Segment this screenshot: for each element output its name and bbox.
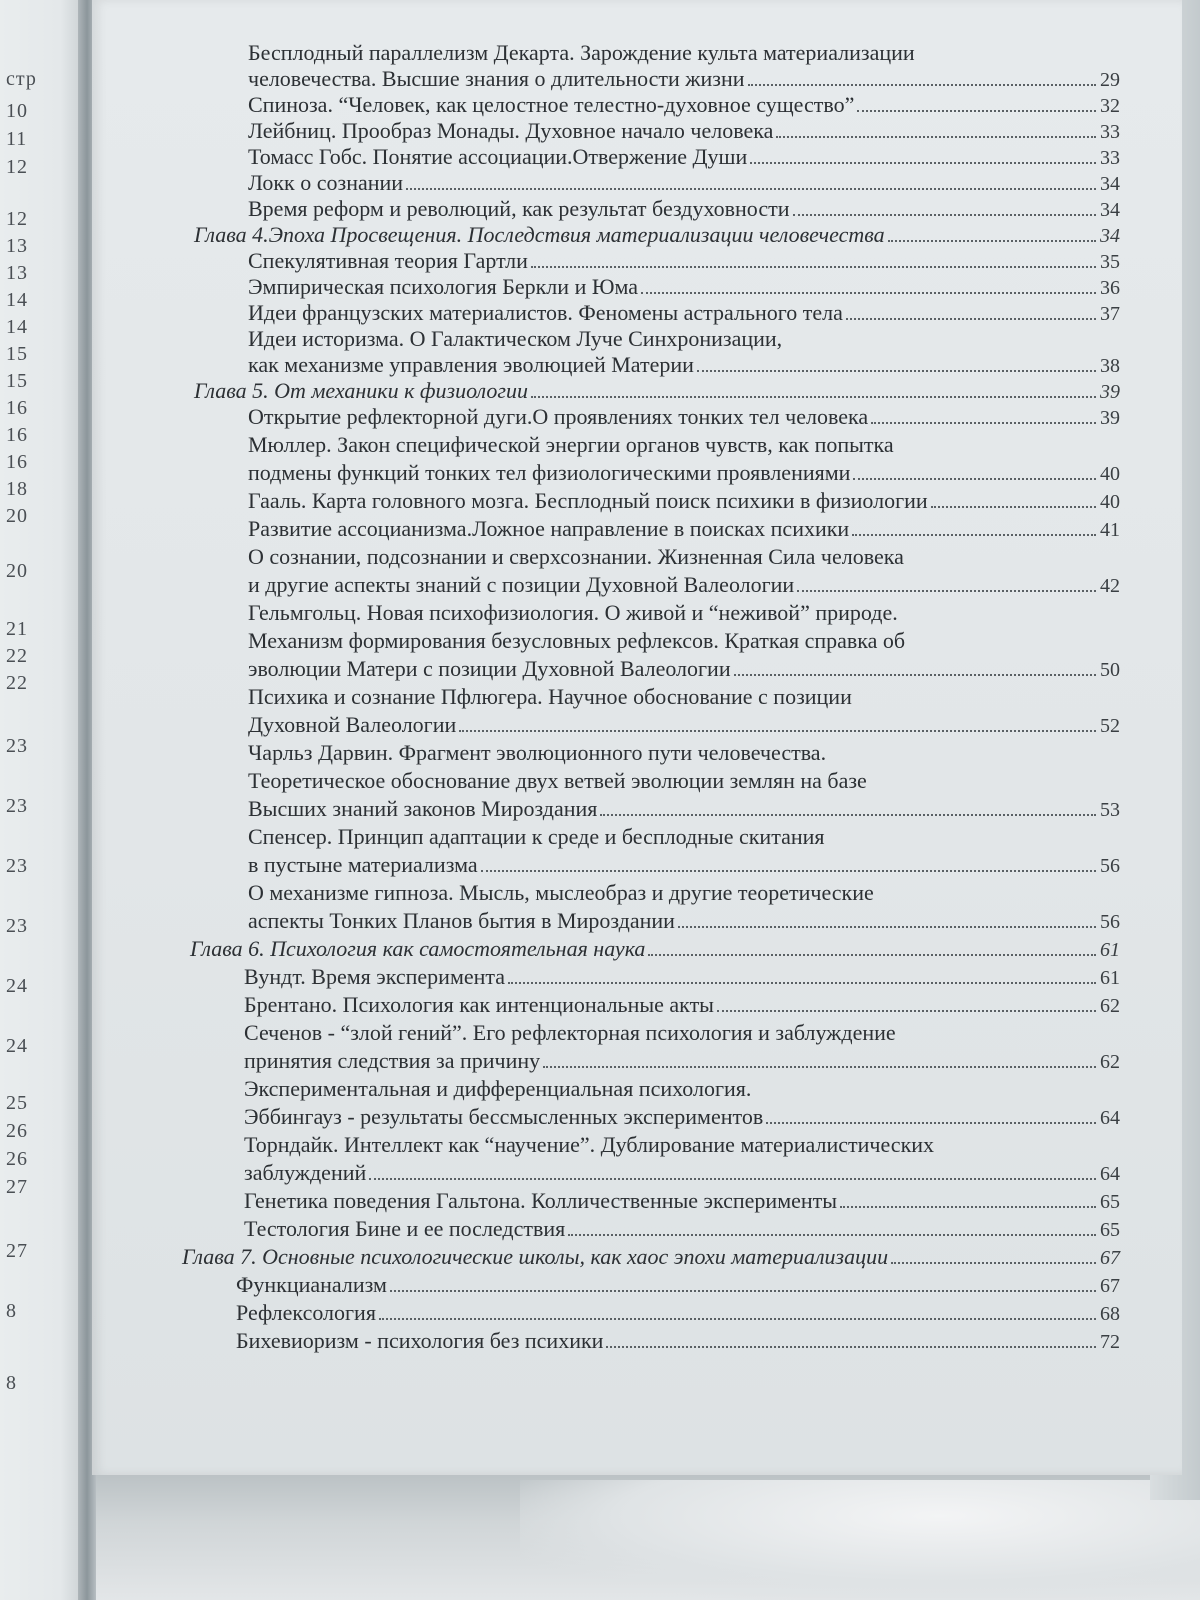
toc-entry — [248, 656, 1120, 683]
leader-dots — [853, 478, 1096, 480]
left-page-number: 26 — [6, 1120, 28, 1142]
toc-title: О механизме гипноза. Мысль, мыслеобраз и другие теоретические — [248, 880, 874, 905]
toc-entry — [248, 600, 898, 626]
left-page-number: 22 — [6, 645, 28, 667]
toc-title: Генетика поведения Гальтона. Колличественные эксперименты — [244, 1188, 838, 1213]
leader-dots — [600, 814, 1096, 816]
toc-page-number: 40 — [1100, 463, 1120, 485]
toc-title: Психика и сознание Пфлюгера. Научное обоснование с позиции — [248, 684, 852, 709]
toc-title: Идеи французских материалистов. Феномены астрального тела — [248, 300, 843, 325]
toc-title: Вундт. Время эксперимента — [244, 964, 506, 989]
leader-dots — [568, 1234, 1096, 1236]
left-page-number: 24 — [6, 1035, 28, 1057]
leader-dots — [508, 982, 1096, 984]
toc-title: Механизм формирования безусловных рефлексов. Краткая справка об — [248, 628, 906, 653]
toc-entry — [244, 1048, 1120, 1075]
leader-dots — [717, 1010, 1096, 1012]
leader-dots — [748, 84, 1096, 86]
toc-page-number: 36 — [1100, 277, 1120, 299]
toc-entry — [248, 712, 1120, 739]
toc-title: Функцианализм — [236, 1272, 387, 1297]
toc-entry — [248, 300, 1120, 327]
left-page-number: 10 — [6, 100, 28, 122]
leader-dots — [531, 396, 1096, 398]
toc-entry — [248, 144, 1120, 171]
toc-page-number: 68 — [1100, 1303, 1120, 1325]
toc-title: Брентано. Психология как интенциональные акты — [244, 992, 714, 1017]
toc-entry — [248, 908, 1120, 935]
toc-entry — [244, 1104, 1120, 1131]
toc-page-number: 38 — [1100, 355, 1120, 377]
toc-title: Развитие ассоцианизма.Ложное направление в поисках психики — [248, 516, 850, 541]
toc-entry — [248, 488, 1120, 515]
leader-dots — [750, 162, 1096, 164]
toc-entry — [248, 740, 826, 766]
toc-entry — [248, 768, 867, 794]
toc-title: Высших знаний законов Мироздания — [248, 796, 598, 821]
toc-entry — [248, 92, 1120, 119]
left-page-number: 16 — [6, 397, 28, 419]
leader-dots — [891, 1262, 1096, 1264]
leader-dots — [766, 1122, 1096, 1124]
toc-page-number: 62 — [1100, 1051, 1120, 1073]
left-page-number: 12 — [6, 156, 28, 178]
toc-title: Открытие рефлекторной дуги.О проявлениях тонких тел человека — [248, 404, 869, 429]
toc-title: подмены функций тонких тел физиологическими проявлениями — [248, 460, 851, 485]
leader-dots — [734, 674, 1096, 676]
toc-page-number: 72 — [1100, 1331, 1120, 1353]
toc-entry — [244, 992, 1120, 1019]
leader-dots — [797, 590, 1096, 592]
left-page-number: 25 — [6, 1092, 28, 1114]
left-page-number: 14 — [6, 316, 28, 338]
leader-dots — [459, 730, 1096, 732]
toc-title: Идеи историзма. О Галактическом Луче Синхронизации, — [248, 326, 783, 351]
leader-dots — [931, 506, 1096, 508]
toc-page-number: 65 — [1100, 1219, 1120, 1241]
toc-chapter — [194, 378, 1120, 405]
leader-dots — [648, 954, 1096, 956]
toc-page-number: 34 — [1100, 199, 1120, 221]
toc-title: и другие аспекты знаний с позиции Духовной Валеологии — [248, 572, 795, 597]
left-page-number: 26 — [6, 1148, 28, 1170]
left-page-number: 27 — [6, 1176, 28, 1198]
toc-title: Торндайк. Интеллект как “научение”. Дублирование материалистических — [244, 1132, 935, 1157]
toc-entry — [236, 1300, 1120, 1327]
toc-title: Эмпирическая психология Беркли и Юма — [248, 274, 638, 299]
toc-title: Бесплодный параллелизм Декарта. Зарождение культа материализации — [248, 40, 915, 65]
toc-page-number: 53 — [1100, 799, 1120, 821]
toc-title: Тестология Бине и ее последствия — [244, 1216, 566, 1241]
toc-page-number: 61 — [1100, 967, 1120, 989]
leader-dots — [606, 1346, 1096, 1348]
toc-entry — [248, 684, 852, 710]
toc-entry — [248, 628, 905, 654]
left-page-number: 20 — [6, 505, 28, 527]
left-page-number: 18 — [6, 478, 28, 500]
left-page-number: 23 — [6, 735, 28, 757]
toc-title: Бихевиоризм - психология без психики — [236, 1328, 604, 1353]
toc-page-number: 34 — [1100, 225, 1120, 247]
toc-page-number: 50 — [1100, 659, 1120, 681]
toc-page-number: 65 — [1100, 1191, 1120, 1213]
toc-title: Локк о сознании — [248, 170, 404, 195]
toc-title: Мюллер. Закон специфической энергии органов чувств, как попытка — [248, 432, 894, 457]
left-page-number: 27 — [6, 1240, 28, 1262]
toc-title: Рефлексология — [236, 1300, 376, 1325]
left-page-number: 24 — [6, 975, 28, 997]
left-page — [0, 0, 86, 1600]
toc-page-number: 52 — [1100, 715, 1120, 737]
leader-dots — [390, 1290, 1096, 1292]
left-page-number: 20 — [6, 560, 28, 582]
toc-entry — [248, 824, 825, 850]
toc-entry — [248, 432, 894, 458]
left-page-number: 15 — [6, 343, 28, 365]
toc-title: принятия следствия за причину — [244, 1048, 541, 1073]
toc-page-number: 39 — [1100, 381, 1120, 403]
left-page-number: 23 — [6, 795, 28, 817]
toc-entry — [236, 1328, 1120, 1355]
toc-entry — [248, 170, 1120, 197]
left-page-number: стр — [6, 68, 37, 90]
toc-entry — [244, 1132, 934, 1158]
toc-page-number: 56 — [1100, 911, 1120, 933]
toc-entry — [244, 1188, 1120, 1215]
toc-entry — [248, 248, 1120, 275]
toc-page-number: 37 — [1100, 303, 1120, 325]
toc-entry — [248, 572, 1120, 599]
toc-entry — [248, 880, 874, 906]
toc-title: заблуждений — [244, 1160, 367, 1185]
toc-entry — [248, 460, 1120, 487]
toc-title: Чарльз Дарвин. Фрагмент эволюционного пути человечества. — [248, 740, 827, 765]
toc-page-number: 56 — [1100, 855, 1120, 877]
toc-title: О сознании, подсознании и сверхсознании. Жизненная Сила человека — [248, 544, 904, 569]
toc-title: Экспериментальная и дифференциальная психология. — [244, 1076, 752, 1101]
toc-chapter — [194, 222, 1120, 249]
leader-dots — [846, 318, 1096, 320]
leader-dots — [871, 422, 1096, 424]
leader-dots — [840, 1206, 1096, 1208]
leader-dots — [857, 110, 1096, 112]
leader-dots — [888, 240, 1096, 242]
toc-title: как механизме управления эволюцией Материи — [248, 352, 694, 377]
toc-entry — [244, 964, 1120, 991]
toc-title: Гельмгольц. Новая психофизиология. О живой и “неживой” природе. — [248, 600, 898, 625]
toc-title: Время реформ и революций, как результат бездуховности — [248, 196, 790, 221]
leader-dots — [379, 1318, 1096, 1320]
toc-title: Спенсер. Принцип адаптации к среде и бесплодные скитания — [248, 824, 825, 849]
leader-dots — [776, 136, 1096, 138]
left-page-number: 21 — [6, 618, 28, 640]
toc-page-number: 64 — [1100, 1163, 1120, 1185]
toc-entry — [248, 796, 1120, 823]
toc-title: человечества. Высшие знания о длительности жизни — [248, 66, 745, 91]
left-page-number: 8 — [6, 1300, 17, 1322]
toc-title: Эббингауз - результаты бессмысленных экспериментов — [244, 1104, 764, 1129]
leader-dots — [369, 1178, 1096, 1180]
toc-page-number: 29 — [1100, 69, 1120, 91]
toc-title: Сеченов - “злой гений”. Его рефлекторная психология и заблуждение — [244, 1020, 896, 1045]
toc-entry — [248, 66, 1120, 93]
toc-entry — [244, 1020, 896, 1046]
toc-entry — [248, 274, 1120, 301]
toc-page-number: 34 — [1100, 173, 1120, 195]
left-page-number: 13 — [6, 235, 28, 257]
toc-title: Глава 4.Эпоха Просвещения. Последствия материализации человечества — [194, 222, 885, 247]
toc-page-number: 62 — [1100, 995, 1120, 1017]
toc-title: Глава 7. Основные психологические школы, как хаос эпохи материализации — [182, 1244, 889, 1269]
toc-page-number: 61 — [1100, 939, 1120, 961]
toc-entry — [248, 544, 904, 570]
toc-page-number: 67 — [1100, 1247, 1120, 1269]
left-page-number: 22 — [6, 672, 28, 694]
toc-title: Спиноза. “Человек, как целостное телестно-духовное существо” — [248, 92, 855, 117]
leader-dots — [641, 292, 1096, 294]
left-page-number: 14 — [6, 289, 28, 311]
leader-dots — [531, 266, 1096, 268]
left-page-number: 16 — [6, 424, 28, 446]
toc-title: Томасс Гобс. Понятие ассоциации.Отвержение Души — [248, 144, 748, 169]
toc-title: Спекулятивная теория Гартли — [248, 248, 528, 273]
toc-page-number: 64 — [1100, 1107, 1120, 1129]
toc-entry — [244, 1076, 751, 1102]
toc-page-number: 42 — [1100, 575, 1120, 597]
toc-chapter — [190, 936, 1120, 963]
left-page-number: 13 — [6, 262, 28, 284]
left-page-number: 8 — [6, 1372, 17, 1394]
toc-title: Теоретическое обоснование двух ветвей эволюции землян на базе — [248, 768, 867, 793]
toc-entry — [248, 326, 782, 352]
leader-dots — [406, 188, 1096, 190]
left-page-number: 23 — [6, 915, 28, 937]
toc-title: Лейбниц. Прообраз Монады. Духовное начало человека — [248, 118, 774, 143]
toc-entry — [244, 1216, 1120, 1243]
toc-page-number: 35 — [1100, 251, 1120, 273]
toc-entry — [248, 352, 1120, 379]
toc-page-number: 39 — [1100, 407, 1120, 429]
toc-page-number: 33 — [1100, 147, 1120, 169]
leader-dots — [678, 926, 1096, 928]
toc-chapter — [182, 1244, 1120, 1271]
leader-dots — [793, 214, 1097, 216]
toc-page-number: 32 — [1100, 95, 1120, 117]
paper-fold — [520, 1480, 1200, 1600]
toc-title: Глава 5. От механики к физиологии — [194, 378, 528, 403]
toc-entry — [248, 196, 1120, 223]
toc-entry — [248, 852, 1120, 879]
toc-title: аспекты Тонких Планов бытия в Мироздании — [248, 908, 675, 933]
toc-page-number: 40 — [1100, 491, 1120, 513]
left-page-number: 15 — [6, 370, 28, 392]
toc-entry — [236, 1272, 1120, 1299]
left-page-number: 12 — [6, 208, 28, 230]
left-page-number: 16 — [6, 451, 28, 473]
toc-entry — [248, 516, 1120, 543]
toc-entry — [248, 40, 915, 66]
toc-entry — [248, 404, 1120, 431]
toc-title: Глава 6. Психология как самостоятельная наука — [190, 936, 646, 961]
toc-entry — [248, 118, 1120, 145]
left-page-number: 23 — [6, 855, 28, 877]
toc-entry — [244, 1160, 1120, 1187]
toc-page-number: 41 — [1100, 519, 1120, 541]
leader-dots — [543, 1066, 1096, 1068]
toc-title: Духовной Валеологии — [248, 712, 457, 737]
toc-page-number: 67 — [1100, 1275, 1120, 1297]
leader-dots — [697, 370, 1096, 372]
toc-title: в пустыне материализма — [248, 852, 478, 877]
toc-page-number: 33 — [1100, 121, 1120, 143]
left-page-number: 11 — [6, 128, 28, 150]
leader-dots — [481, 870, 1096, 872]
toc-title: эволюции Матери с позиции Духовной Валеологии — [248, 656, 731, 681]
toc-title: Гааль. Карта головного мозга. Бесплодный поиск психики в физиологии — [248, 488, 928, 513]
leader-dots — [852, 534, 1096, 536]
